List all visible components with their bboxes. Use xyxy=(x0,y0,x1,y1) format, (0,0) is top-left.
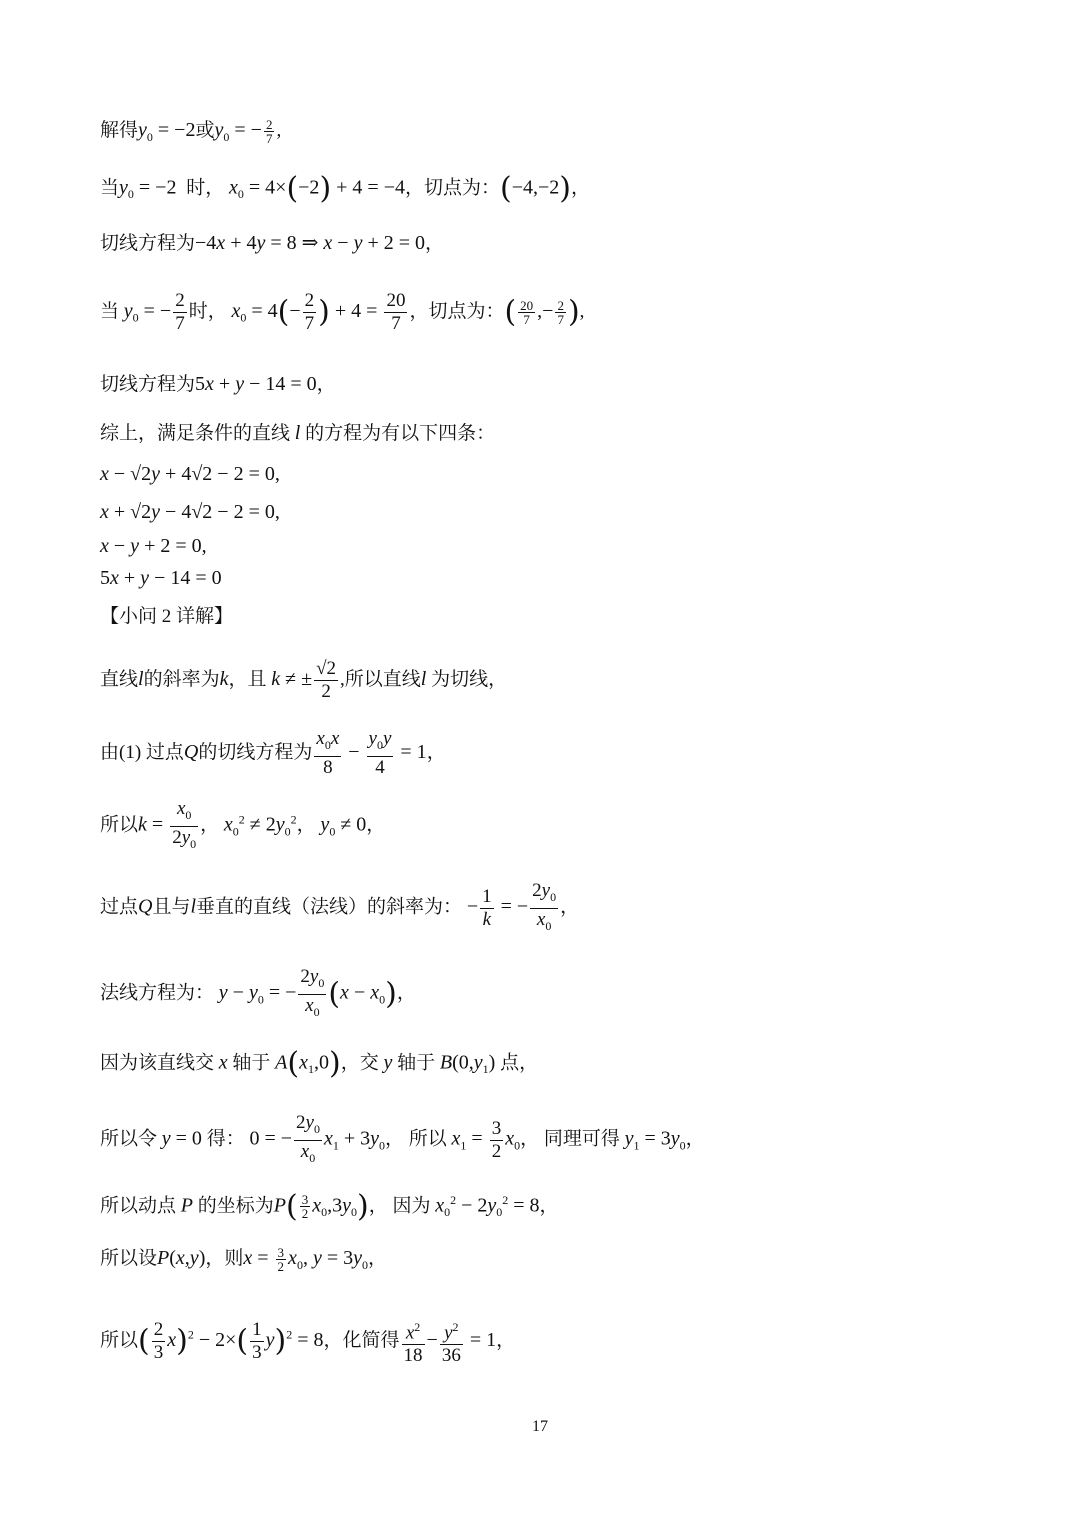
solution-line-6: 综上，满足条件的直线 l 的方程为有以下四条： xyxy=(100,422,496,444)
equation-4: 5x + y − 14 = 0 xyxy=(100,567,222,589)
solution-line-1 xyxy=(100,118,281,149)
solution-line-21: 所以( $\frac{2}{3}$ x)$^2$ − 2×( $\frac{1}{3}$ y)$^2$ = 8，化简得 $\frac{x^2}{18}$ − $\frac{y^2}{36}$ = 1， xyxy=(100,1319,516,1367)
solution-line-17: 因为该直线交 x 轴于 $A(x_1,0)$，交 y 轴于 $B(0,y_1)$ 点， xyxy=(100,1046,539,1081)
solution-line-4: 当 $y_0$ = − $\frac{2}{7}$ 时， $x_0 = 4(-$ $\frac{2}{7}$ ) + 4 = $\frac{20}{7}$ ，切点为：( $\frac{20}{7}$ ,− $\frac{2}{7}$ ), xyxy=(100,290,585,334)
equation-1: x − √2y + 4√2 − 2 = 0, xyxy=(100,463,280,485)
solution-line-12: 直线l的斜率为k，且 k ≠ ± $\frac{√2}{2}$ ,所以直线l 为切线， xyxy=(100,658,508,702)
section-heading-part-2: 【小问 2 详解】 xyxy=(100,606,234,627)
solution-line-14: 所以k = $\frac{x_0}{2y_0}$ ， $x_0^2 \ne 2y_0^2$， $y_0 \ne 0$， xyxy=(100,798,385,855)
solution-line-3: 切线方程为−4x + 4y = 8 ⇒ x − y + 2 = 0， xyxy=(100,232,445,254)
solution-line-20: 所以设P(x,y)，则x = $\frac{3}{2}$ $x_0$, $y = 3y_0$， xyxy=(100,1245,388,1275)
solution-line-2: 当$y_0 = -2$ 时， $x_0 = 4\times(-2) + 4 = -4$，切点为：(−4,−2)， xyxy=(100,171,591,206)
page-number: 17 xyxy=(532,1418,548,1435)
solution-line-19: 所以动点 P 的坐标为P( $\frac{3}{2}$ $x_0,3y_0$)， 因为 $x_0^2 - 2y_0^2 = 8$， xyxy=(100,1188,559,1224)
solution-line-13: 由(1) 过点Q的切线方程为 $\frac{x_0x}{8}$ − $\frac{y_0y}{4}$ = 1， xyxy=(100,728,446,778)
solution-line-16: 法线方程为： $y - y_0$ = − $\frac{2y_0}{x_0}$ $(x - x_0)$， xyxy=(100,966,416,1023)
solution-line-18: 所以令 y = 0 得： 0 = − $\frac{2y_0}{x_0}$ $x_1 + 3y_0$， 所以 $x_1$ = $\frac{3}{2}$ $x_0$， 同理可得 $y_1 = 3y_0$， xyxy=(100,1112,705,1169)
line-1-content: 解得$y_0 = -2$或$y_0$ = − $\frac{2}{7}$ , xyxy=(100,117,282,147)
equation-3: x − y + 2 = 0, xyxy=(100,535,207,557)
equation-2: x + √2y − 4√2 − 2 = 0, xyxy=(100,501,280,523)
solution-line-15: 过点Q且与l垂直的直线（法线）的斜率为： − $\frac{1}{k}$ = − $\frac{2y_0}{x_0}$ ， xyxy=(100,880,579,937)
solution-line-5: 切线方程为5x + y − 14 = 0， xyxy=(100,373,336,395)
